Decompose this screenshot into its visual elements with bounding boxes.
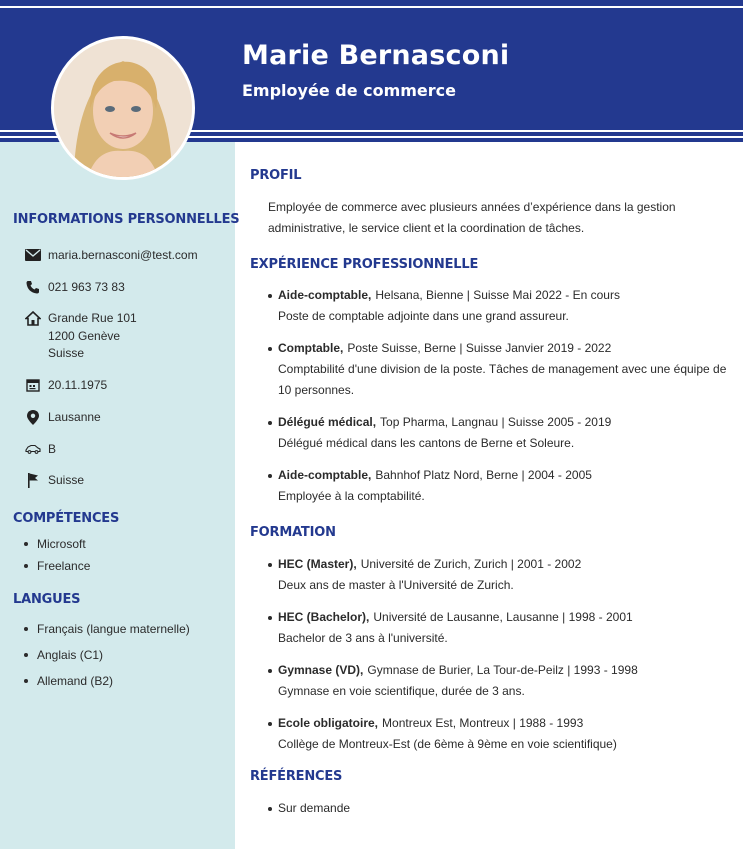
skills-list (24, 533, 90, 577)
person-name: Marie Bernasconi (242, 40, 510, 71)
flag-icon (24, 472, 42, 488)
contact-license (24, 441, 56, 459)
calendar-icon (24, 377, 42, 393)
education-entry: Gymnase (VD), Gymnase de Burier, La Tour-de-Peilz | 1993 - 1998 Gymnase en voie scientifique, durée de 3 ans. (268, 660, 738, 702)
personal-info-title: INFORMATIONS PERSONNELLES (13, 212, 240, 227)
list-item: Allemand (B2) (24, 668, 190, 694)
list-item: Freelance (24, 555, 90, 577)
contact-email (24, 247, 198, 265)
education-entry: Ecole obligatoire, Montreux Est, Montreux | 1988 - 1993 Collège de Montreux-Est (de 6ème à 9ème en voie scientifique) (268, 713, 738, 755)
skills-title: COMPÉTENCES (13, 511, 120, 526)
list-item: Français (langue maternelle) (24, 616, 190, 642)
contact-license-text: B (48, 442, 57, 456)
experience-title: EXPÉRIENCE PROFESSIONNELLE (250, 257, 479, 272)
references-entry: Sur demande (268, 798, 738, 819)
job-title: Employée de commerce (242, 81, 457, 100)
experience-entry: Aide-comptable, Bahnhof Platz Nord, Berne | 2004 - 2005 Employée à la comptabilité. (268, 465, 738, 507)
phone-icon (24, 279, 42, 295)
list-item: Anglais (C1) (24, 642, 190, 668)
experience-entry: Délégué médical, Top Pharma, Langnau | Suisse 2005 - 2019 Délégué médical dans les cantons de Berne et Soleure. (268, 412, 738, 454)
profile-text: Employée de commerce avec plusieurs années d’expérience dans la gestion administrative, le service client et la coordination de tâches. (268, 200, 676, 235)
languages-title: LANGUES (13, 592, 81, 607)
education-entry: HEC (Bachelor), Université de Lausanne, Lausanne | 1998 - 2001 Bachelor de 3 ans à l'université. (268, 607, 738, 649)
contact-address-text: Grande Rue 101 1200 Genève Suisse (48, 311, 137, 360)
home-icon (24, 310, 42, 326)
profile-photo (51, 36, 195, 180)
list-item: Microsoft (24, 533, 90, 555)
contact-location (24, 409, 101, 427)
experience-entry: Comptable, Poste Suisse, Berne | Suisse Janvier 2019 - 2022 Comptabilité d'une division de la poste. Tâches de management avec une équipe de 10 personnes. (268, 338, 738, 401)
languages-list (24, 616, 190, 694)
contact-birthdate-text: 20.11.1975 (48, 378, 108, 392)
contact-phone (24, 279, 125, 297)
experience-entry: Aide-comptable, Helsana, Bienne | Suisse Mai 2022 - En cours Poste de comptable adjointe dans une grand assureur. (268, 285, 738, 327)
contact-address (24, 310, 137, 363)
contact-nationality (24, 472, 84, 490)
education-title: FORMATION (250, 525, 336, 540)
education-entry: HEC (Master), Université de Zurich, Zurich | 2001 - 2002 Deux ans de master à l'Université de Zurich. (268, 554, 738, 596)
contact-nationality-text: Suisse (48, 473, 85, 487)
profile-title: PROFIL (250, 168, 302, 183)
contact-email-text: maria.bernasconi@test.com (48, 248, 198, 262)
car-icon (24, 441, 42, 457)
references-title: RÉFÉRENCES (250, 769, 343, 784)
location-pin-icon (24, 409, 42, 425)
header-top-rule (0, 6, 743, 8)
contact-phone-text: 021 963 73 83 (48, 280, 125, 294)
contact-location-text: Lausanne (48, 410, 101, 424)
email-icon (24, 247, 42, 263)
contact-birthdate (24, 377, 107, 395)
